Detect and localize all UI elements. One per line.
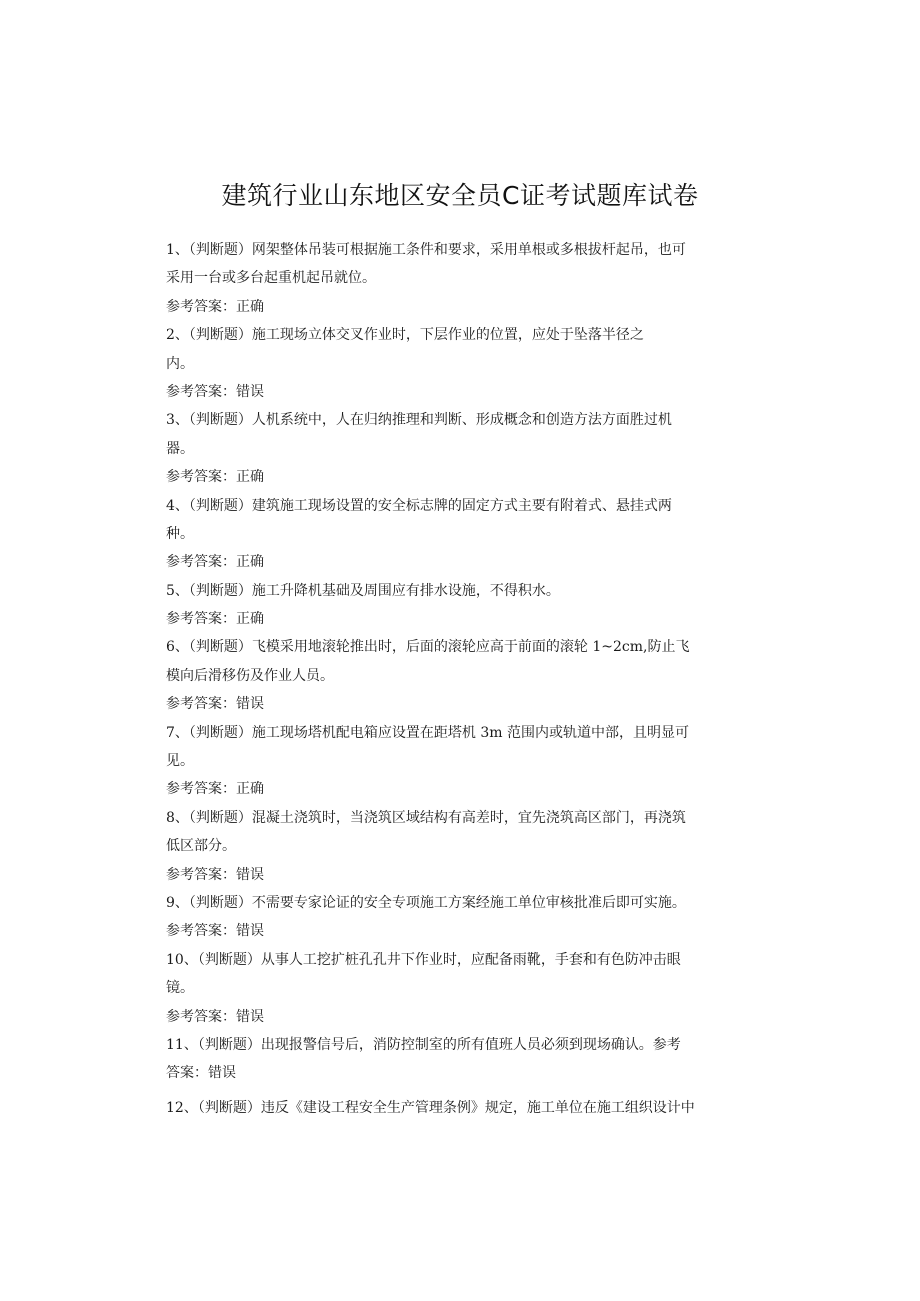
question-line: 2、（判断题）施工现场立体交叉作业时，下层作业的位置，应处于坠落半径之 <box>166 327 644 344</box>
answer-line: 参考答案：正确 <box>166 298 264 315</box>
answer-line: 参考答案：错误 <box>166 1008 264 1025</box>
answer-line: 参考答案：错误 <box>166 383 264 400</box>
question-line: 1、（判断题）网架整体吊装可根据施工条件和要求，采用单根或多根拔杆起吊，也可 <box>166 242 686 258</box>
answer-line: 参考答案：错误 <box>166 696 264 713</box>
answer-line: 参考答案：正确 <box>166 611 264 628</box>
question-line: 低区部分。 <box>166 838 236 855</box>
question-line: 10、（判断题）从事人工挖扩桩孔孔井下作业时，应配备雨靴，手套和有色防冲击眼 <box>166 951 681 968</box>
question-line: 12、（判断题）违反《建设工程安全生产管理条例》规定，施工单位在施工组织设计中 <box>166 1099 695 1116</box>
question-line: 答案：错误 <box>166 1065 236 1082</box>
question-list <box>166 236 751 1122</box>
answer-line: 参考答案：正确 <box>166 554 264 571</box>
question-line: 11、（判断题）出现报警信号后，消防控制室的所有值班人员必须到现场确认。参考 <box>166 1036 681 1053</box>
question-line: 模向后滑移伤及作业人员。 <box>166 667 334 684</box>
question-line: 镜。 <box>166 980 194 997</box>
answer-line: 参考答案：正确 <box>166 469 264 486</box>
page-title: 建筑行业山东地区安全员C证考试题库试卷 <box>221 181 699 210</box>
question-line: 5、（判断题）施工升降机基础及周围应有排水设施，不得积水。 <box>166 582 560 599</box>
question-line: 采用一台或多台起重机起吊就位。 <box>166 270 376 287</box>
question-line: 4、（判断题）建筑施工现场设置的安全标志牌的固定方式主要有附着式、悬挂式两 <box>166 497 672 514</box>
answer-line: 参考答案：错误 <box>166 866 264 883</box>
question-line: 8、（判断题）混凝土浇筑时，当浇筑区域结构有高差时，宜先浇筑高区部门，再浇筑 <box>166 809 686 826</box>
question-line: 种。 <box>166 525 194 542</box>
answer-line: 参考答案：正确 <box>166 781 264 798</box>
question-line: 器。 <box>166 440 194 457</box>
question-line: 6、（判断题）飞模采用地滚轮推出时，后面的滚轮应高于前面的滚轮 1~2cm,防止飞 <box>166 639 690 656</box>
question-line: 见。 <box>166 753 194 770</box>
question-line: 3、（判断题）人机系统中，人在归纳推理和判断、形成概念和创造方法方面胜过机 <box>166 412 672 429</box>
question-line: 9、（判断题）不需要专家论证的安全专项施工方案经施工单位审核批准后即可实施。 <box>166 894 686 911</box>
answer-line: 参考答案：错误 <box>166 923 264 940</box>
question-line: 7、（判断题）施工现场塔机配电箱应设置在距塔机 3m 范围内或轨道中部，且明显可 <box>166 724 689 741</box>
question-line: 内。 <box>166 355 194 372</box>
